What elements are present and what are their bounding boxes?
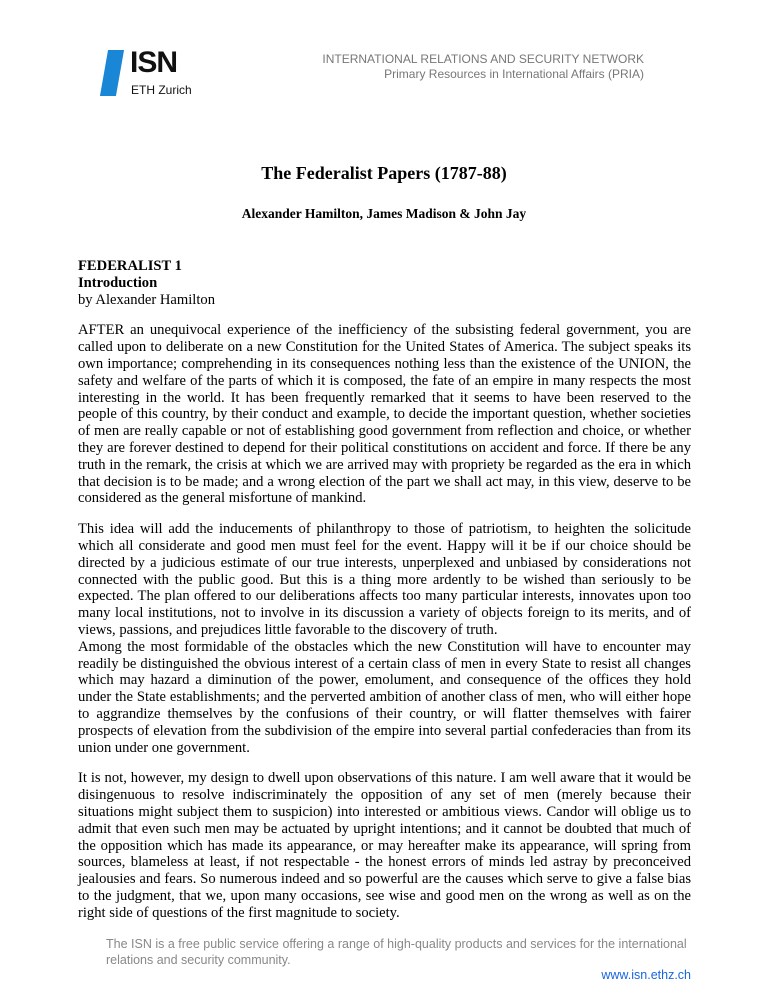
paragraph: AFTER an unequivocal experience of the inefficiency of the subsisting federal government, you are called upon to deliberate on a new Constitution for the United States of America. The subject speaks its own importance; comprehending in its consequences nothing less than the existence of the UNION, the safety and welfare of the parts of which it is composed, the fate of an empire in many respects the most interesting in the world. It has been frequently remarked that it seems to have been reserved to the people of this country, by their conduct and example, to decide the important question, whether societies of men are really capable or not of establishing good government from reflection and choice, or whether they are forever destined to depend for their political constitutions on accident and force. If there be any truth in the remark, the crisis at which we are arrived may with propriety be regarded as the era in which that decision is to be made; and a wrong election of the part we shall act may, in this view, deserve to be considered as the general misfortune of mankind. <box>78 322 691 507</box>
section-heading: FEDERALIST 1 <box>78 258 182 274</box>
paragraph: Among the most formidable of the obstacles which the new Constitution will have to encounter may readily be distinguished the obvious interest of a certain class of men in every State to resist all changes which may hazard a diminution of the power, emolument, and consequence of the offices they hold under the State establishments; and the perverted ambition of another class of men, who will either hope to aggrandize themselves by the confusions of their country, or will flatter themselves with fairer prospects of elevation from the subdivision of the empire into several partial confederacies than from its union under one government. <box>78 638 691 756</box>
logo-sub: ETH Zurich <box>131 83 192 97</box>
byline: by Alexander Hamilton <box>78 291 215 308</box>
document-authors: Alexander Hamilton, James Madison & John Jay <box>241 206 527 221</box>
footer-url-link[interactable]: www.isn.ethz.ch <box>601 968 691 983</box>
paragraph: This idea will add the inducements of philanthropy to those of patriotism, to heighten the solicitude which all considerate and good men must feel for the event. Happy will it be if our choice should be directed by a judicious estimate of our true interests, unperplexed and unbiased by considerations not connected with the public good. But this is a thing more ardently to be wished than seriously to be expected. The plan offered to our deliberations affects too many particular interests, innovates upon too many local institutions, not to involve in its discussion a variety of objects foreign to its merits, and of views, passions, and prejudices little favorable to the discovery of truth. <box>78 521 691 638</box>
document-title: The Federalist Papers (1787-88) <box>261 163 507 183</box>
section-subtitle: Introduction <box>78 274 158 291</box>
header-org <box>322 52 644 82</box>
logo-bar-icon <box>100 50 124 96</box>
isn-logo <box>100 46 210 100</box>
footer-text: The ISN is a free public service offering a range of high-quality products and services for the international relations and security community. <box>106 937 687 967</box>
page-flow <box>78 258 691 984</box>
footer <box>106 937 691 984</box>
paragraph: It is not, however, my design to dwell upon observations of this nature. I am well aware that it would be disingenuous to resolve indiscriminately the opposition of any set of men (merely because their situations might subject them to suspicion) into interested or ambitious views. Candor will oblige us to admit that even such men may be actuated by upright intentions; and it cannot be doubted that much of the opposition which has made its appearance, or may hereafter make its appearance, will spring from sources, blameless at least, if not respectable - the honest errors of minds led astray by preconceived jealousies and fears. So numerous indeed and so powerful are the causes which serve to give a false bias to the judgment, that we, upon many occasions, see wise and good men on the wrong as well as on the right side of questions of the first magnitude to society. <box>78 770 691 921</box>
document-body <box>78 258 691 921</box>
logo-main: ISN <box>130 46 178 79</box>
org-name: INTERNATIONAL RELATIONS AND SECURITY NETWORK <box>322 52 644 66</box>
org-sub: Primary Resources in International Affairs (PRIA) <box>384 67 644 81</box>
